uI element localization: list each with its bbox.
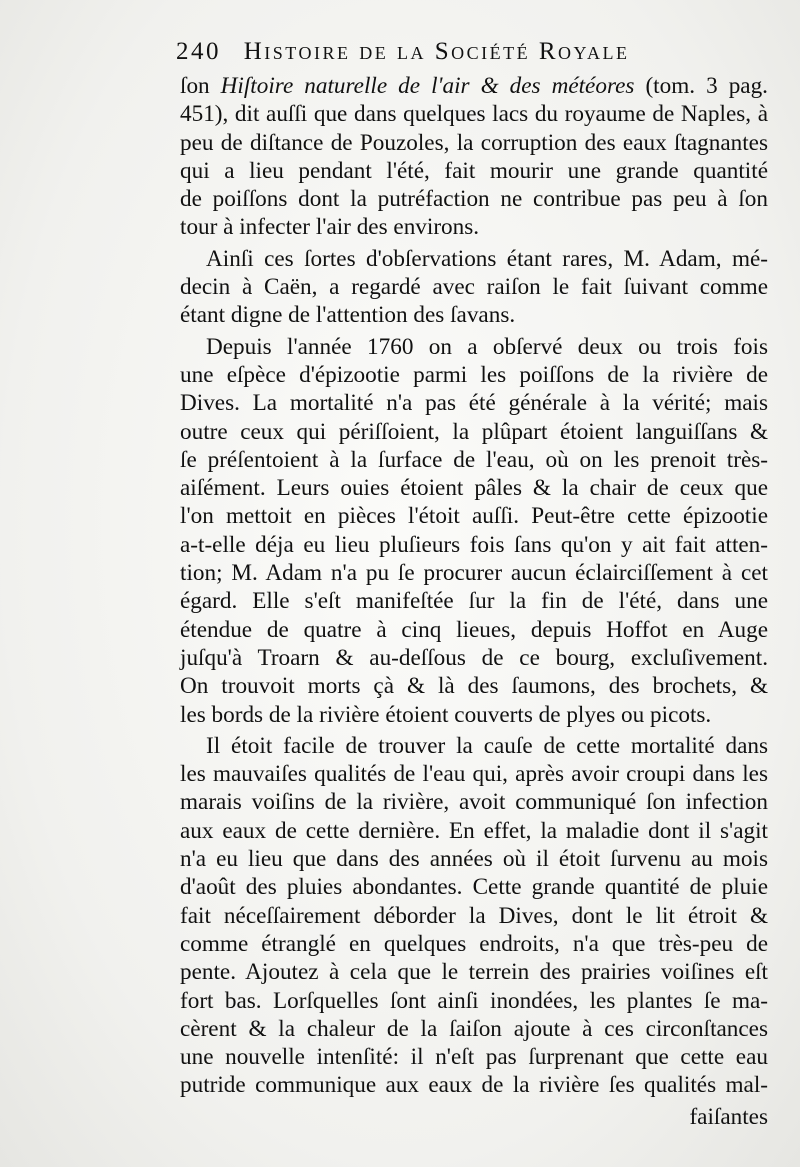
text-line: a-t-elle déja eu lieu pluſieurs fois ſans qu'on y ait fait atten- (180, 531, 768, 558)
text-line: juſqu'à Troarn & au-deſſous de ce bourg, excluſivement. (180, 644, 768, 671)
text-line: une eſpèce d'épizootie parmi les poiſſons de la rivière de (180, 361, 768, 388)
text-line: tion; M. Adam n'a pu ſe procurer aucun éclairciſſement à cet (180, 560, 768, 587)
text-line: fort bas. Lorſquelles ſont ainſi inondées, les plantes ſe ma- (180, 987, 768, 1014)
text-line: étant digne de l'attention des ſavans. (180, 302, 516, 329)
paragraph (180, 72, 768, 242)
paragraph (180, 333, 768, 729)
paragraph (180, 732, 768, 1100)
text-line: outre ceux qui périſſoient, la plûpart étoient languiſſans & (180, 418, 768, 445)
text-line: qui a lieu pendant l'été, fait mourir une grande quantité (180, 157, 768, 184)
text-line: les mauvaiſes qualités de l'eau qui, après avoir croupi dans les (180, 761, 768, 788)
text-line: Depuis l'année 1760 on a obſervé deux ou trois fois (206, 333, 768, 360)
body-text (180, 72, 768, 1131)
text-line: decin à Caën, a regardé avec raiſon le fait ſuivant comme (180, 274, 768, 301)
text-line: Ainſi ces ſortes d'obſervations étant rares, M. Adam, mé- (206, 245, 768, 272)
text-line: les bords de la rivière étoient couverts de plyes ou picots. (180, 701, 712, 728)
text-line: n'a eu lieu que dans des années où il étoit ſurvenu au mois (180, 846, 768, 873)
text-line: Il étoit facile de trouver la cauſe de cette mortalité dans (206, 732, 768, 759)
text-line: pente. Ajoutez à cela que le terrein des prairies voiſines eſt (180, 959, 768, 986)
text-line: ſon Hiſtoire naturelle de l'air & des météores (tom. 3 pag. (180, 73, 768, 99)
text-line: comme étranglé en quelques endroits, n'a que très-peu de (180, 930, 768, 957)
text-line: On trouvoit morts çà & là des ſaumons, des brochets, & (180, 673, 768, 700)
paragraph (180, 245, 768, 330)
text-line: de poiſſons dont la putréfaction ne contribue pas peu à ſon (180, 186, 768, 213)
text-line: aux eaux de cette dernière. En effet, la maladie dont il s'agit (180, 817, 768, 844)
text-line: cèrent & la chaleur de la ſaiſon ajoute à ces circonſtances (180, 1015, 768, 1042)
text-line: peu de diſtance de Pouzoles, la corruption des eaux ſtagnantes (180, 129, 768, 156)
running-title: Histoire de la Société Royale (243, 38, 630, 65)
running-header (176, 38, 776, 66)
text-line: 451), dit auſſi que dans quelques lacs du royaume de Naples, à (180, 101, 768, 128)
text-line: putride communique aux eaux de la rivière ſes qualités mal- (180, 1072, 768, 1099)
text-line: l'on mettoit en pièces l'étoit auſſi. Peut-être cette épizootie (180, 503, 768, 530)
text-line: Dives. La mortalité n'a pas été générale à la vérité; mais (180, 390, 768, 417)
text-line: d'août des pluies abondantes. Cette grande quantité de pluie (180, 874, 768, 901)
text-line: tour à infecter l'air des environs. (180, 214, 480, 241)
text-line: ſe préſentoient à la ſurface de l'eau, où on les prenoit très- (180, 446, 768, 473)
page-number: 240 (176, 38, 221, 65)
text-line: fait néceſſairement déborder la Dives, dont le lit étroit & (180, 902, 768, 929)
text-line: égard. Elle s'eſt manifeſtée ſur la fin de l'été, dans une (180, 588, 768, 615)
text-line: une nouvelle intenſité: il n'eſt pas ſurprenant que cette eau (180, 1044, 768, 1071)
text-line: marais voiſins de la rivière, avoit communiqué ſon infection (180, 789, 768, 816)
text-line: aiſément. Leurs ouies étoient pâles & la chair de ceux que (180, 475, 768, 502)
text-line: étendue de quatre à cinq lieues, depuis Hoffot en Auge (180, 616, 768, 643)
book-title: Hiſtoire naturelle de l'air & des météores (220, 73, 646, 99)
catchword: faiſantes (689, 1103, 768, 1130)
